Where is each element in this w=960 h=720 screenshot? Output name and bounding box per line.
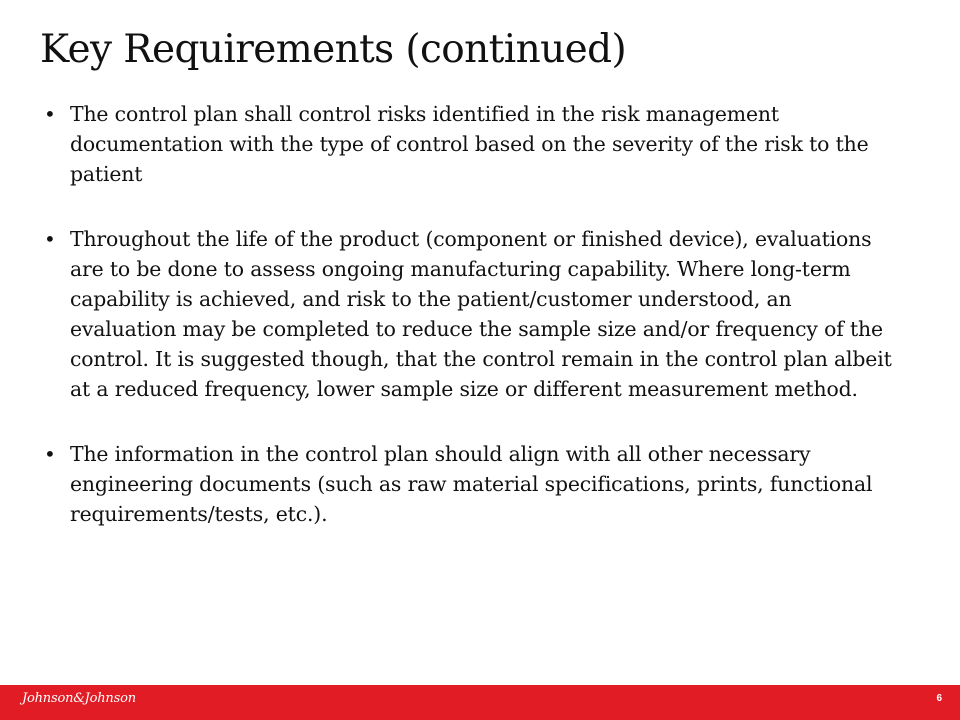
bullet-text: Throughout the life of the product (component or finished device), evaluations are to be done to assess ongoing manufacturing capability. Where long-term capability is achieved, and risk to the patient/customer understood, an evaluation may be completed to reduce the sample size and/or frequency of the control. It is suggested though, that the control remain in the control plan albeit at a reduced frequency, lower sample size or different measurement method. bbox=[70, 227, 892, 401]
bullet-item-document-alignment bbox=[42, 439, 902, 529]
bullet-text: The information in the control plan should align with all other necessary engineering documents (such as raw material specifications, prints, functional requirements/tests, etc.). bbox=[70, 442, 873, 526]
bullet-marker: • bbox=[44, 227, 56, 251]
footer-bar bbox=[0, 685, 960, 720]
bullet-list bbox=[42, 99, 902, 529]
bullet-item-control-risks bbox=[42, 99, 902, 189]
bullet-marker: • bbox=[44, 442, 56, 466]
slide-title: Key Requirements (continued) bbox=[40, 27, 627, 72]
bullet-item-capability-evaluation bbox=[42, 224, 902, 404]
johnson-johnson-logo: Johnson&Johnson bbox=[22, 691, 136, 706]
page-number: 6 bbox=[936, 693, 942, 704]
bullet-marker: • bbox=[44, 102, 56, 126]
bullet-text: The control plan shall control risks identified in the risk management documentation with the type of control based on the severity of the risk to the patient bbox=[70, 102, 869, 186]
